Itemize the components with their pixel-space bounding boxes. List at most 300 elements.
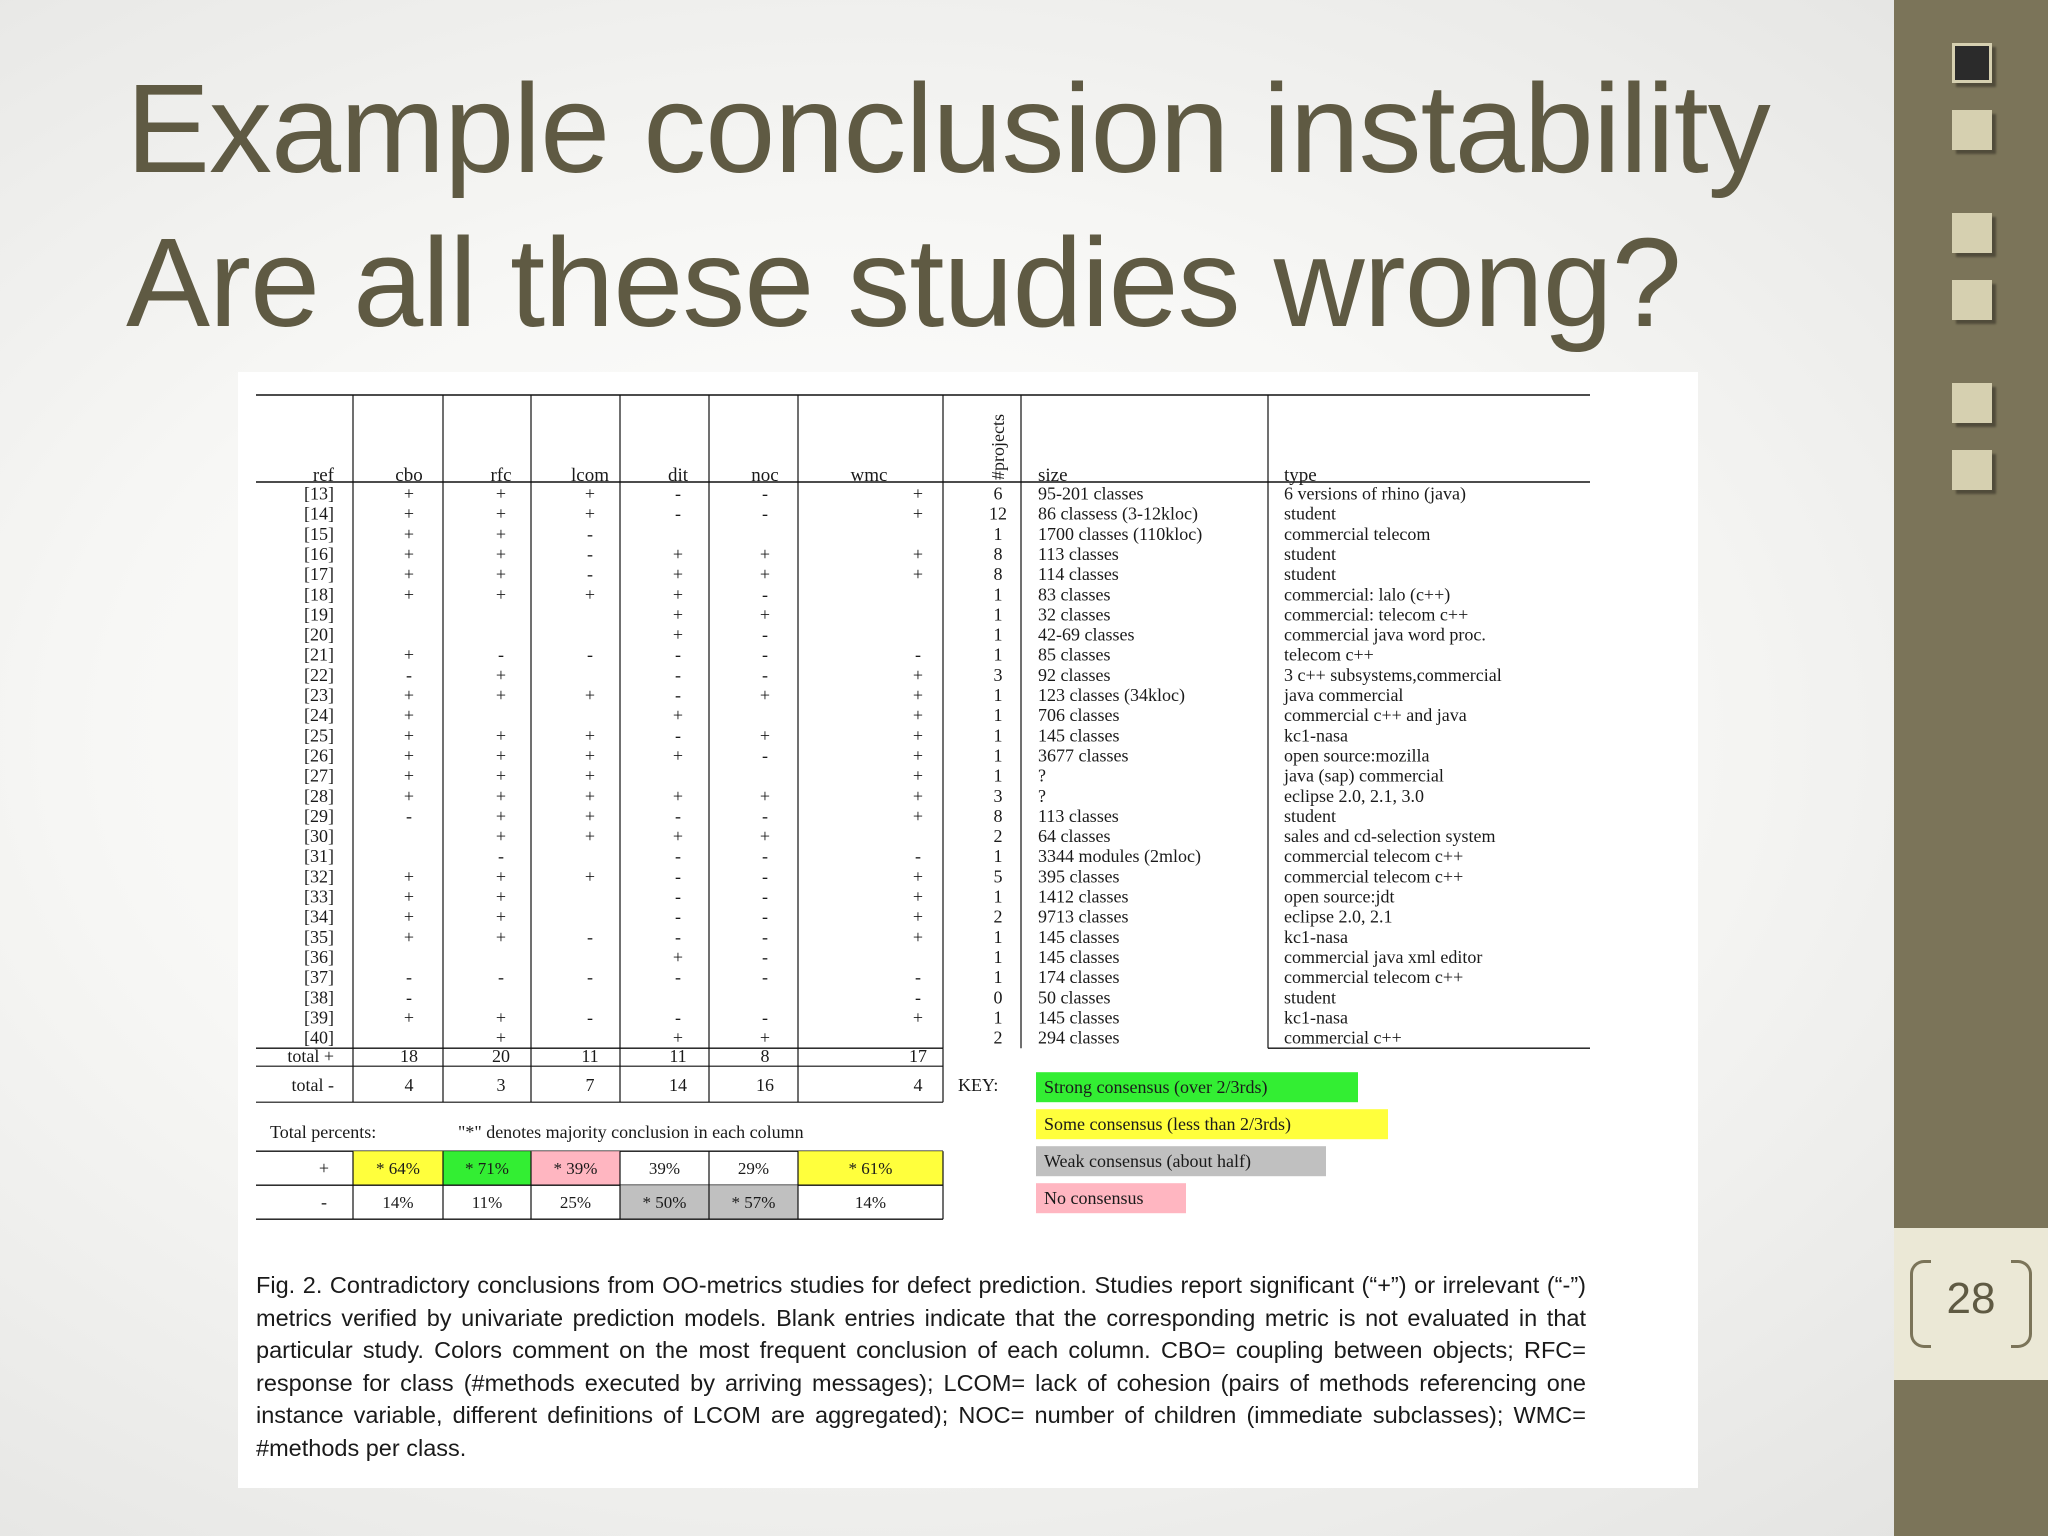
cell-rfc: +: [495, 826, 507, 847]
slide-title: [126, 52, 1856, 360]
totals-dit: 14: [669, 1075, 687, 1096]
cell-rfc: +: [495, 523, 507, 544]
row-projects: 1: [993, 644, 1003, 665]
cell-dit: +: [672, 624, 684, 645]
cell-cbo: +: [403, 1007, 415, 1028]
nav-square-2[interactable]: [1952, 110, 1992, 150]
row-ref: [29]: [304, 805, 334, 826]
cell-rfc: -: [498, 846, 504, 867]
cell-cbo: +: [403, 644, 415, 665]
percent-cell: 39%: [648, 1159, 681, 1179]
cell-dit: -: [675, 926, 681, 947]
cell-lcom: -: [587, 1007, 593, 1028]
cell-wmc: -: [915, 987, 921, 1008]
totals-noc: 8: [760, 1046, 770, 1067]
cell-dit: +: [672, 705, 684, 726]
row-projects: 1: [993, 604, 1003, 625]
title-line-1: Example conclusion instability: [126, 58, 1770, 199]
cell-rfc: +: [495, 906, 507, 927]
row-type: commercial c++: [1284, 1027, 1402, 1048]
cell-cbo: -: [406, 805, 412, 826]
cell-wmc: +: [912, 725, 924, 746]
row-type: commercial telecom: [1284, 523, 1431, 544]
row-ref: [38]: [304, 987, 334, 1008]
row-size: 395 classes: [1038, 866, 1120, 887]
results-table: [238, 372, 1698, 1262]
cell-cbo: +: [403, 745, 415, 766]
totals-rfc: 3: [496, 1075, 506, 1096]
row-projects: 1: [993, 846, 1003, 867]
row-type: student: [1284, 503, 1336, 524]
cell-cbo: +: [403, 685, 415, 705]
row-ref: [21]: [304, 644, 334, 665]
page-number: 28: [1946, 1274, 1996, 1323]
cell-lcom: +: [584, 685, 596, 705]
cell-lcom: -: [587, 926, 593, 947]
cell-wmc: +: [912, 543, 924, 564]
row-type: commercial telecom c++: [1284, 967, 1464, 988]
row-projects: 0: [993, 987, 1003, 1008]
totals-lcom: 7: [585, 1075, 595, 1096]
header-ref: ref: [312, 465, 334, 486]
cell-dit: -: [675, 503, 681, 524]
row-projects: 8: [993, 543, 1003, 564]
row-ref: [26]: [304, 745, 334, 766]
row-size: 64 classes: [1038, 826, 1111, 847]
cell-dit: +: [672, 604, 684, 625]
cell-lcom: +: [584, 785, 596, 806]
cell-rfc: +: [495, 685, 507, 705]
cell-noc: -: [762, 866, 768, 887]
row-ref: [14]: [304, 503, 334, 524]
cell-cbo: +: [403, 765, 415, 786]
row-type: commercial c++ and java: [1284, 705, 1467, 726]
row-type: commercial: lalo (c++): [1284, 584, 1451, 605]
row-type: open source:mozilla: [1284, 745, 1430, 766]
row-ref: [39]: [304, 1007, 334, 1028]
row-ref: [24]: [304, 705, 334, 726]
totals-lcom: 11: [581, 1046, 599, 1067]
row-ref: [16]: [304, 543, 334, 564]
cell-cbo: +: [403, 906, 415, 927]
cell-noc: +: [759, 543, 771, 564]
cell-cbo: +: [403, 785, 415, 806]
cell-dit: -: [675, 886, 681, 907]
row-size: 706 classes: [1038, 705, 1120, 726]
row-size: 113 classes: [1038, 543, 1119, 564]
page-number-box: [1894, 1228, 2048, 1380]
row-size: 145 classes: [1038, 1007, 1120, 1028]
cell-wmc: +: [912, 765, 924, 786]
cell-rfc: -: [498, 644, 504, 665]
row-projects: 1: [993, 967, 1003, 988]
cell-wmc: +: [912, 685, 924, 705]
row-ref: [30]: [304, 826, 334, 847]
cell-dit: +: [672, 745, 684, 766]
cell-dit: -: [675, 805, 681, 826]
figure-image: [238, 372, 1698, 1488]
cell-noc: -: [762, 886, 768, 907]
percent-cell: 14%: [382, 1193, 414, 1213]
row-ref: [32]: [304, 866, 334, 887]
cell-rfc: +: [495, 543, 507, 564]
cell-wmc: +: [912, 926, 924, 947]
cell-noc: -: [762, 745, 768, 766]
row-ref: [27]: [304, 765, 334, 786]
row-size: 85 classes: [1038, 644, 1111, 665]
totals-noc: 16: [756, 1075, 774, 1096]
percent-cell: * 39%: [553, 1159, 598, 1179]
row-ref: [13]: [304, 483, 334, 504]
percent-cell: 25%: [559, 1193, 592, 1213]
nav-square-1[interactable]: [1952, 43, 1992, 83]
cell-lcom: -: [587, 523, 593, 544]
cell-cbo: +: [403, 584, 415, 605]
row-type: commercial java word proc.: [1284, 624, 1486, 645]
cell-wmc: -: [915, 846, 921, 867]
percent-cell: * 61%: [848, 1159, 893, 1179]
row-size: 1700 classes (110kloc): [1038, 523, 1203, 544]
row-size: 3344 modules (2mloc): [1038, 846, 1201, 867]
cell-cbo: +: [403, 564, 415, 585]
cell-dit: -: [675, 967, 681, 988]
header-dit: dit: [667, 465, 689, 486]
cell-wmc: +: [912, 906, 924, 927]
cell-cbo: -: [406, 967, 412, 988]
cell-cbo: +: [403, 866, 415, 887]
header-lcom: lcom: [571, 465, 609, 486]
cell-lcom: -: [587, 967, 593, 988]
cell-rfc: +: [495, 866, 507, 887]
cell-noc: -: [762, 624, 768, 645]
row-ref: [28]: [304, 785, 334, 806]
percent-cell: * 71%: [465, 1159, 509, 1179]
row-projects: 3: [993, 785, 1003, 806]
row-ref: [37]: [304, 967, 334, 988]
cell-rfc: +: [495, 503, 507, 524]
row-type: eclipse 2.0, 2.1, 3.0: [1284, 785, 1424, 806]
cell-noc: -: [762, 846, 768, 867]
cell-rfc: +: [495, 785, 507, 806]
cell-dit: -: [675, 483, 681, 504]
cell-lcom: +: [584, 503, 596, 524]
cell-noc: +: [759, 785, 771, 806]
cell-lcom: +: [584, 745, 596, 766]
cell-cbo: +: [403, 523, 415, 544]
row-projects: 1: [993, 584, 1003, 605]
row-type: student: [1284, 805, 1336, 826]
cell-rfc: +: [495, 1027, 507, 1048]
cell-lcom: +: [584, 584, 596, 605]
cell-wmc: +: [912, 664, 924, 685]
cell-rfc: +: [495, 805, 507, 826]
nav-square-3[interactable]: [1952, 213, 1992, 253]
row-projects: 1: [993, 624, 1003, 645]
cell-lcom: +: [584, 483, 596, 504]
row-ref: [35]: [304, 926, 334, 947]
row-ref: [31]: [304, 846, 334, 867]
percents-note: "*" denotes majority conclusion in each column: [458, 1122, 804, 1143]
cell-rfc: +: [495, 1007, 507, 1028]
cell-wmc: -: [915, 967, 921, 988]
row-size: 145 classes: [1038, 725, 1120, 746]
row-ref: [22]: [304, 664, 334, 685]
cell-dit: -: [675, 866, 681, 887]
row-size: ?: [1038, 785, 1046, 806]
row-ref: [40]: [304, 1027, 334, 1048]
row-type: student: [1284, 543, 1336, 564]
totals-label: total -: [291, 1075, 334, 1096]
cell-lcom: -: [587, 564, 593, 585]
cell-cbo: -: [406, 987, 412, 1008]
row-size: 294 classes: [1038, 1027, 1120, 1048]
row-type: open source:jdt: [1284, 886, 1395, 907]
row-projects: 2: [993, 1027, 1003, 1048]
percent-cell: 11%: [471, 1193, 503, 1213]
cell-noc: -: [762, 483, 768, 504]
cell-lcom: +: [584, 765, 596, 786]
cell-dit: -: [675, 644, 681, 665]
row-size: 95-201 classes: [1038, 483, 1144, 504]
cell-wmc: +: [912, 785, 924, 806]
row-type: kc1-nasa: [1284, 725, 1348, 746]
cell-lcom: +: [584, 805, 596, 826]
row-size: 123 classes (34kloc): [1038, 685, 1185, 705]
cell-noc: +: [759, 604, 771, 625]
totals-dit: 11: [669, 1046, 687, 1067]
cell-cbo: +: [403, 483, 415, 504]
cell-dit: +: [672, 785, 684, 806]
row-ref: [15]: [304, 523, 334, 544]
cell-cbo: -: [406, 664, 412, 685]
key-label-3: Weak consensus (about half): [1044, 1151, 1251, 1172]
row-size: 113 classes: [1038, 805, 1119, 826]
nav-square-5[interactable]: [1952, 383, 1992, 423]
nav-square-4[interactable]: [1952, 280, 1992, 320]
row-projects: 5: [993, 866, 1003, 887]
header-projects: #projects: [988, 414, 1008, 480]
row-projects: 1: [993, 946, 1003, 967]
cell-rfc: +: [495, 886, 507, 907]
percent-sign: -: [321, 1192, 327, 1213]
cell-noc: +: [759, 685, 771, 705]
cell-dit: +: [672, 564, 684, 585]
cell-wmc: +: [912, 805, 924, 826]
row-projects: 2: [993, 906, 1003, 927]
row-type: commercial: telecom c++: [1284, 604, 1469, 625]
row-ref: [19]: [304, 604, 334, 625]
row-type: java (sap) commercial: [1284, 765, 1444, 786]
percent-cell: 29%: [737, 1159, 770, 1179]
percents-label: Total percents:: [270, 1122, 377, 1143]
cell-rfc: -: [498, 967, 504, 988]
row-projects: 2: [993, 826, 1003, 847]
cell-cbo: +: [403, 503, 415, 524]
cell-dit: -: [675, 664, 681, 685]
cell-dit: +: [672, 1027, 684, 1048]
cell-noc: -: [762, 584, 768, 605]
row-ref: [18]: [304, 584, 334, 605]
percent-cell: * 50%: [642, 1193, 687, 1213]
cell-rfc: +: [495, 725, 507, 746]
cell-rfc: +: [495, 564, 507, 585]
percent-cell: * 57%: [731, 1193, 776, 1213]
row-projects: 1: [993, 523, 1003, 544]
cell-rfc: +: [495, 584, 507, 605]
cell-noc: -: [762, 644, 768, 665]
cell-wmc: +: [912, 886, 924, 907]
cell-noc: -: [762, 906, 768, 927]
cell-cbo: +: [403, 705, 415, 726]
row-type: commercial java xml editor: [1284, 946, 1483, 967]
row-size: 1412 classes: [1038, 886, 1129, 907]
percent-cell: 14%: [854, 1193, 887, 1213]
row-ref: [34]: [304, 906, 334, 927]
totals-label: total +: [287, 1046, 334, 1067]
row-type: kc1-nasa: [1284, 926, 1348, 947]
row-size: 3677 classes: [1038, 745, 1129, 766]
row-type: 3 c++ subsystems,commercial: [1284, 664, 1502, 685]
row-type: sales and cd-selection system: [1284, 826, 1496, 847]
key-label-2: Some consensus (less than 2/3rds): [1044, 1114, 1291, 1135]
row-size: ?: [1038, 765, 1046, 786]
row-type: kc1-nasa: [1284, 1007, 1348, 1028]
row-size: 83 classes: [1038, 584, 1111, 605]
cell-noc: -: [762, 805, 768, 826]
cell-dit: -: [675, 906, 681, 927]
row-projects: 1: [993, 745, 1003, 766]
row-type: student: [1284, 987, 1336, 1008]
row-size: 32 classes: [1038, 604, 1111, 625]
cell-rfc: +: [495, 483, 507, 504]
cell-lcom: +: [584, 866, 596, 887]
row-size: 50 classes: [1038, 987, 1111, 1008]
cell-dit: -: [675, 685, 681, 705]
row-projects: 12: [989, 503, 1007, 524]
row-type: student: [1284, 564, 1336, 585]
cell-wmc: +: [912, 705, 924, 726]
row-projects: 8: [993, 805, 1003, 826]
row-projects: 1: [993, 1007, 1003, 1028]
row-projects: 1: [993, 705, 1003, 726]
row-type: commercial telecom c++: [1284, 866, 1464, 887]
cell-wmc: +: [912, 1007, 924, 1028]
totals-cbo: 18: [400, 1046, 418, 1067]
cell-rfc: +: [495, 926, 507, 947]
header-rfc: rfc: [490, 465, 512, 486]
percent-sign: +: [318, 1158, 330, 1179]
header-size: size: [1038, 465, 1068, 486]
cell-wmc: +: [912, 745, 924, 766]
row-projects: 1: [993, 725, 1003, 746]
cell-noc: -: [762, 1007, 768, 1028]
cell-dit: -: [675, 725, 681, 746]
row-size: 114 classes: [1038, 564, 1119, 585]
totals-wmc: 17: [909, 1046, 927, 1067]
header-wmc: wmc: [850, 465, 888, 486]
key-label-1: Strong consensus (over 2/3rds): [1044, 1077, 1268, 1098]
nav-square-6[interactable]: [1952, 450, 1992, 490]
cell-noc: -: [762, 664, 768, 685]
cell-rfc: +: [495, 745, 507, 766]
row-ref: [20]: [304, 624, 334, 645]
row-ref: [25]: [304, 725, 334, 746]
row-size: 9713 classes: [1038, 906, 1129, 927]
row-ref: [17]: [304, 564, 334, 585]
row-projects: 8: [993, 564, 1003, 585]
cell-rfc: +: [495, 765, 507, 786]
cell-cbo: +: [403, 926, 415, 947]
totals-cbo: 4: [404, 1075, 414, 1096]
row-size: 92 classes: [1038, 664, 1111, 685]
header-noc: noc: [751, 465, 779, 486]
cell-noc: -: [762, 946, 768, 967]
cell-cbo: +: [403, 543, 415, 564]
cell-dit: -: [675, 1007, 681, 1028]
row-ref: [36]: [304, 946, 334, 967]
row-projects: 1: [993, 685, 1003, 705]
cell-lcom: -: [587, 644, 593, 665]
row-projects: 1: [993, 926, 1003, 947]
cell-lcom: +: [584, 826, 596, 847]
cell-noc: -: [762, 967, 768, 988]
row-projects: 1: [993, 886, 1003, 907]
row-size: 145 classes: [1038, 946, 1120, 967]
cell-wmc: -: [915, 644, 921, 665]
cell-wmc: +: [912, 503, 924, 524]
cell-noc: -: [762, 926, 768, 947]
row-ref: [23]: [304, 685, 334, 705]
row-size: 42-69 classes: [1038, 624, 1135, 645]
cell-noc: +: [759, 1027, 771, 1048]
row-size: 174 classes: [1038, 967, 1120, 988]
header-type: type: [1284, 465, 1317, 486]
cell-rfc: +: [495, 664, 507, 685]
row-type: commercial telecom c++: [1284, 846, 1464, 867]
row-type: telecom c++: [1284, 644, 1374, 665]
cell-dit: -: [675, 846, 681, 867]
row-projects: 6: [993, 483, 1003, 504]
cell-noc: +: [759, 725, 771, 746]
cell-noc: +: [759, 564, 771, 585]
row-type: java commercial: [1284, 685, 1404, 705]
key-label: KEY:: [958, 1075, 999, 1096]
row-projects: 3: [993, 664, 1003, 685]
header-cbo: cbo: [395, 465, 423, 486]
percent-cell: * 64%: [376, 1159, 420, 1179]
row-size: 145 classes: [1038, 926, 1120, 947]
cell-wmc: +: [912, 564, 924, 585]
cell-lcom: -: [587, 543, 593, 564]
cell-dit: +: [672, 584, 684, 605]
cell-wmc: +: [912, 483, 924, 504]
cell-wmc: +: [912, 866, 924, 887]
row-size: 86 classess (3-12kloc): [1038, 503, 1198, 524]
figure-caption: Fig. 2. Contradictory conclusions from OO-metrics studies for defect prediction. Studies report significant (“+”) or irrelevant (“-”) metrics verified by univariate prediction models. Blank entries indicate that the corresponding metric is not evaluated in that particular study. Colors comment on the most frequent conclusion of each column. CBO= coupling between objects; RFC= response for class (#methods executed by arriving messages); LCOM= lack of cohesion (pairs of methods referencing one instance variable, different definitions of LCOM are aggregated); NOC= number of children (immediate subclasses); WMC= #methods per class.: [256, 1272, 1586, 1461]
cell-cbo: +: [403, 886, 415, 907]
row-type: 6 versions of rhino (java): [1284, 483, 1466, 504]
cell-lcom: +: [584, 725, 596, 746]
row-ref: [33]: [304, 886, 334, 907]
cell-noc: +: [759, 826, 771, 847]
cell-cbo: +: [403, 725, 415, 746]
row-type: eclipse 2.0, 2.1: [1284, 906, 1393, 927]
cell-dit: +: [672, 946, 684, 967]
totals-rfc: 20: [492, 1046, 510, 1067]
title-line-2: Are all these studies wrong?: [126, 212, 1681, 353]
key-label-4: No consensus: [1044, 1188, 1144, 1209]
cell-dit: +: [672, 543, 684, 564]
